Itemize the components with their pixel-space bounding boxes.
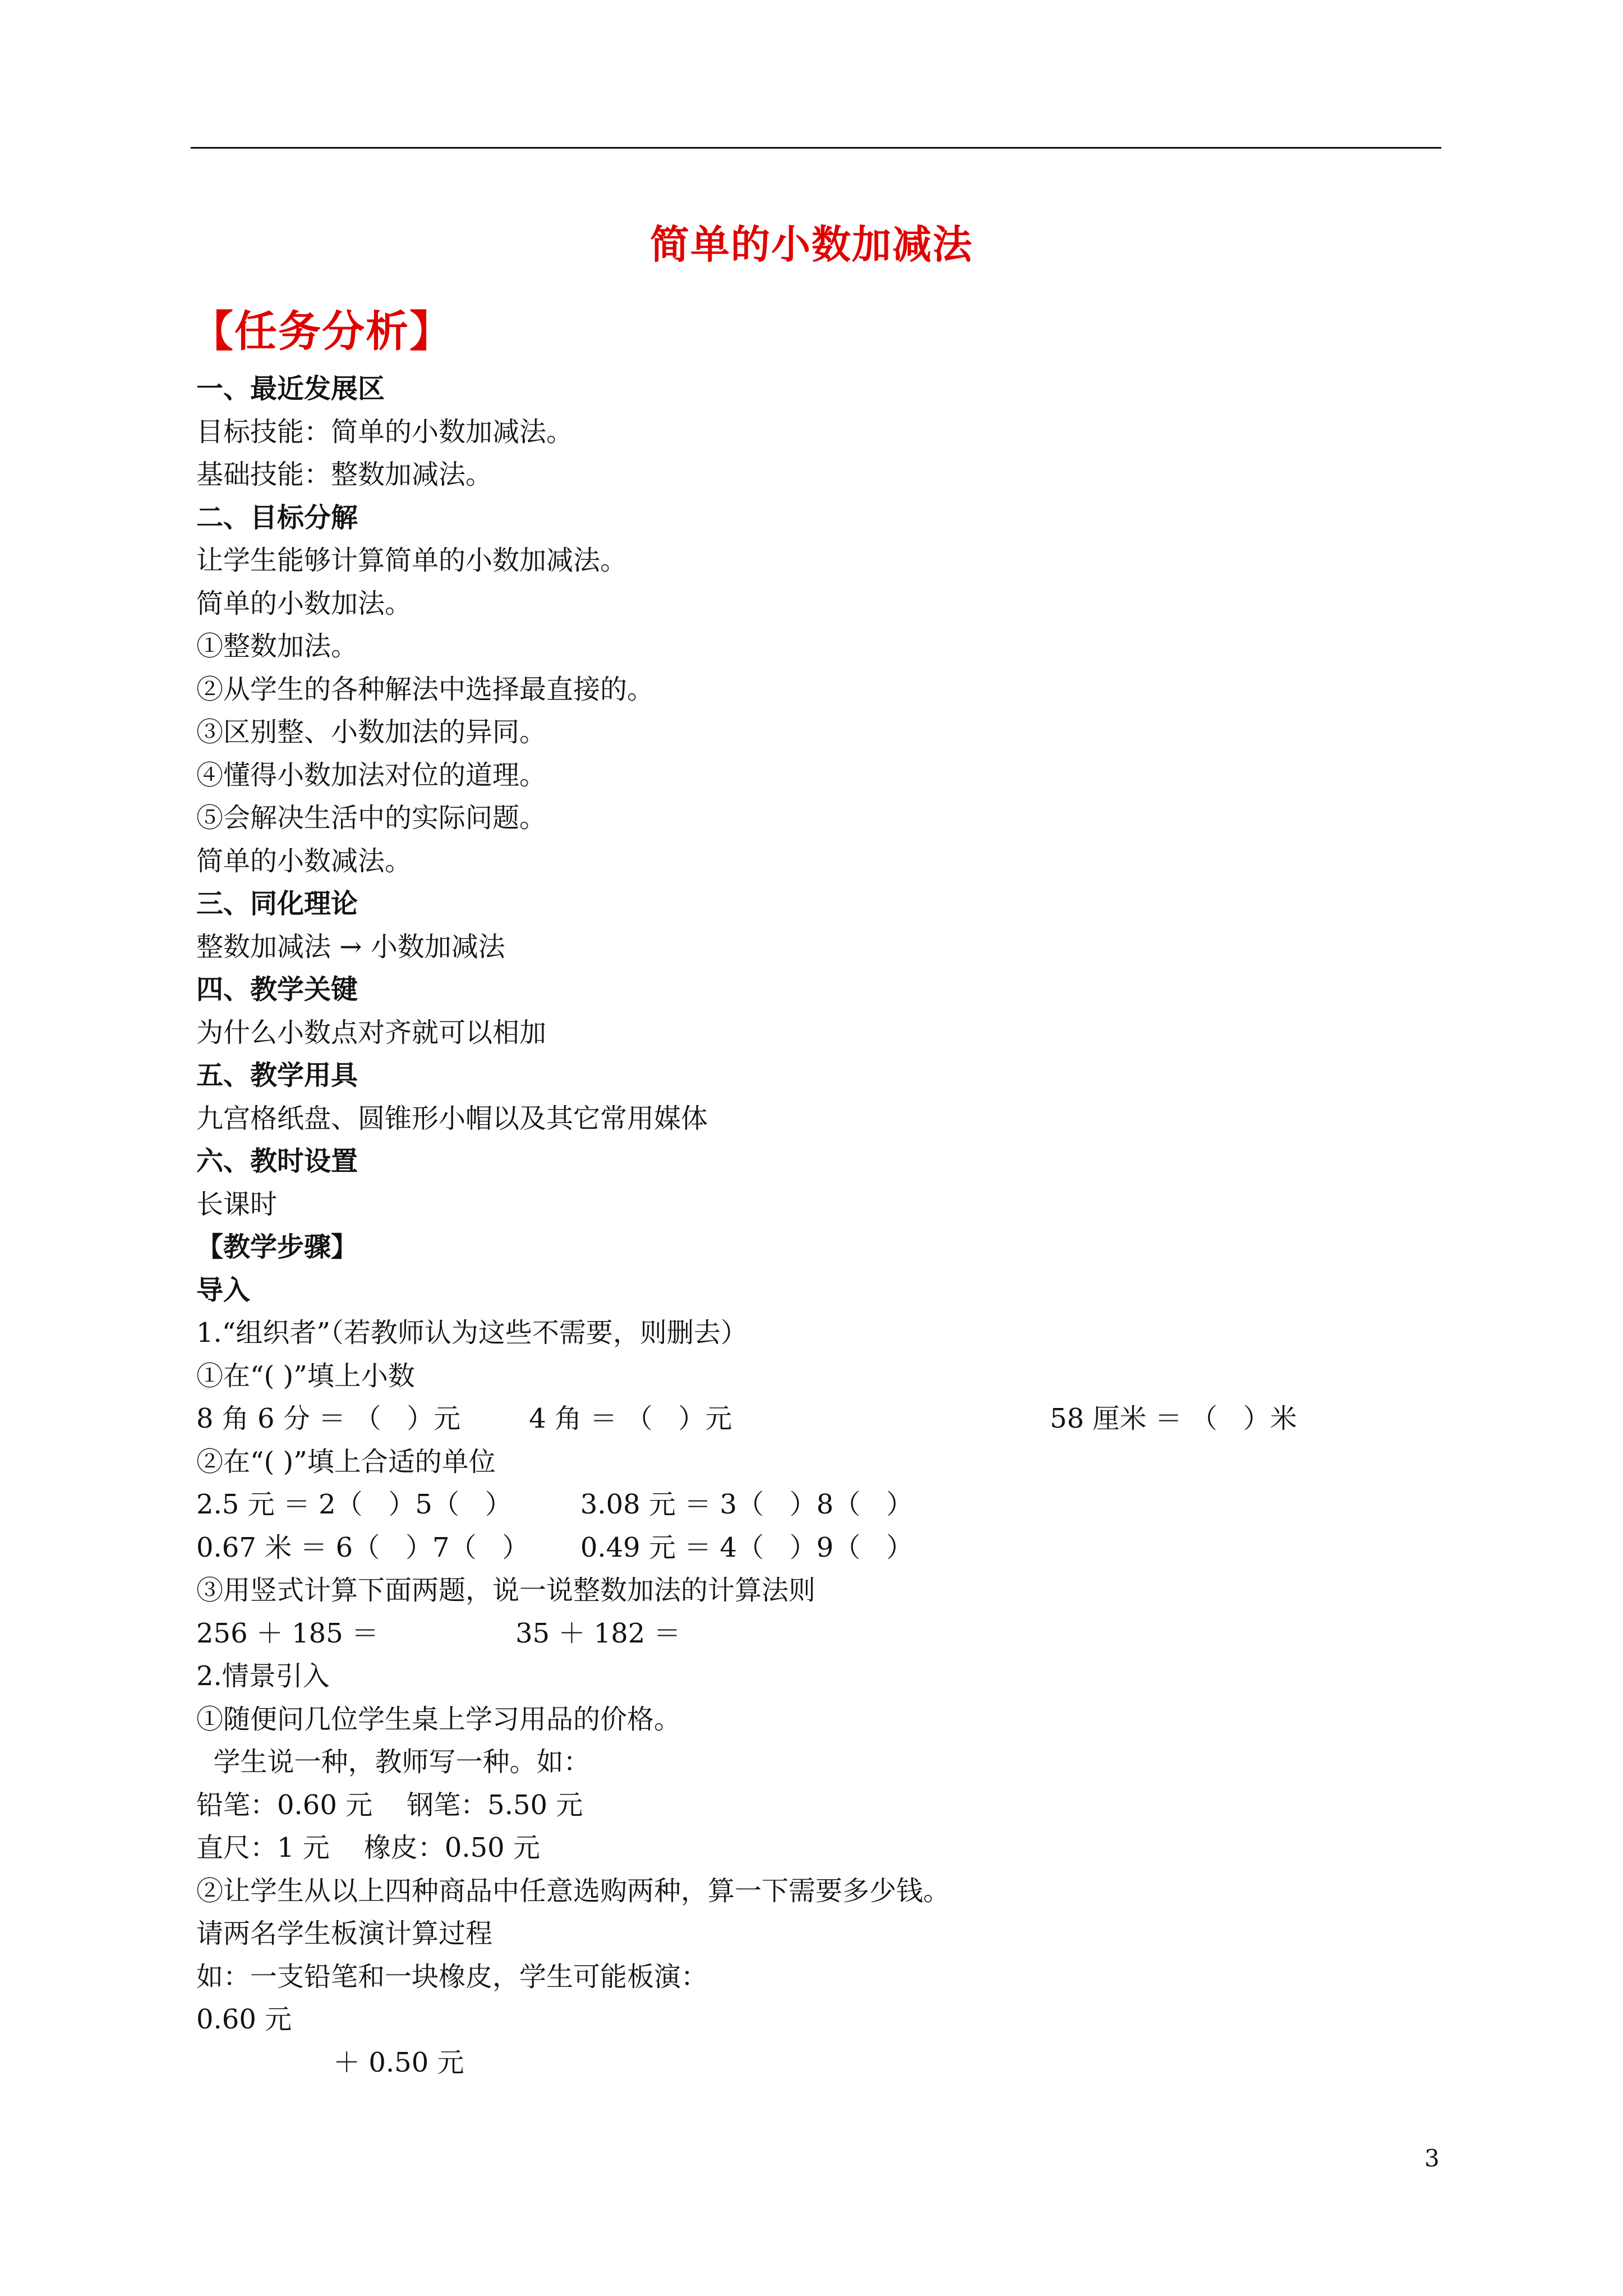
line-text: 六、教时设置 [196, 1145, 358, 1177]
line-text: 为什么小数点对齐就可以相加 [196, 1016, 547, 1048]
line-text: 基础技能：整数加减法。 [196, 459, 493, 490]
line-text: ②从学生的各种解法中选择最直接的。 [196, 673, 654, 705]
body-line [196, 797, 1447, 840]
section-subheading [196, 882, 1447, 926]
body-line [196, 1355, 1447, 1398]
body-line [196, 668, 1447, 711]
body-line [196, 1998, 1447, 2041]
line-text: 铅笔：0.60 元 钢笔：5.50 元 [196, 1789, 583, 1821]
line-text: ①整数加法。 [196, 631, 358, 662]
line-text: 256 ＋ 185 ＝ 35 ＋ 182 ＝ [196, 1617, 681, 1649]
body-line [196, 453, 1447, 496]
line-text: 2.5 元 ＝ 2（ ）5（ ） 3.08 元 ＝ 3（ ）8（ ） [196, 1489, 914, 1520]
body-line [196, 582, 1447, 625]
line-text: 直尺：1 元 橡皮：0.50 元 [196, 1832, 540, 1864]
line-text: 请两名学生板演计算过程 [196, 1918, 493, 1949]
line-text: ③用竖式计算下面两题，说一说整数加法的计算法则 [196, 1575, 816, 1606]
section-heading: 【任务分析】 [191, 306, 453, 356]
body-line [196, 1955, 1447, 1999]
line-text: 简单的小数减法。 [196, 845, 412, 877]
body-line [196, 625, 1447, 668]
line-text: ①在“( )”填上小数 [196, 1360, 415, 1392]
line-text: 长课时 [196, 1188, 278, 1220]
line-text: 1.“组织者”（若教师认为这些不需要，则删去） [196, 1317, 748, 1349]
body-line [196, 1097, 1447, 1140]
body-line [196, 1912, 1447, 1955]
line-text-right: 58 厘米 ＝ （ ）米 [1050, 1403, 1297, 1434]
section-subheading [196, 1054, 1447, 1097]
line-text: 三、同化理论 [196, 888, 358, 919]
section-subheading [196, 1226, 1447, 1269]
section-subheading [196, 1269, 1447, 1312]
line-text: ③区别整、小数加法的异同。 [196, 716, 547, 748]
body-line [196, 1397, 1447, 1441]
body-line [196, 1569, 1447, 1612]
line-text: 2.情景引入 [196, 1660, 330, 1692]
body-line [196, 539, 1447, 582]
body-line [196, 1612, 1447, 1655]
line-text: 四、教学关键 [196, 974, 358, 1005]
body-line [196, 2041, 1447, 2085]
line-text: 一、最近发展区 [196, 373, 385, 404]
line-text: 二、目标分解 [196, 501, 358, 533]
line-text: 简单的小数加法。 [196, 587, 412, 619]
line-text: ⑤会解决生活中的实际问题。 [196, 802, 547, 834]
body-line [196, 411, 1447, 454]
section-subheading [196, 1140, 1447, 1183]
section-subheading [196, 968, 1447, 1011]
body-line [196, 711, 1447, 754]
line-text: 0.60 元 [196, 2004, 292, 2035]
body-line [196, 1741, 1447, 1784]
line-text: ①随便问几位学生桌上学习用品的价格。 [196, 1703, 681, 1735]
body-line [196, 1870, 1447, 1913]
line-text: 五、教学用具 [196, 1060, 358, 1091]
section-subheading [196, 496, 1447, 540]
line-text: 8 角 6 分 ＝ （ ）元 4 角 ＝ （ ）元 [196, 1403, 732, 1434]
body-line [196, 1483, 1447, 1526]
line-text: 目标技能：简单的小数加减法。 [196, 416, 574, 448]
line-text: ②在“( )”填上合适的单位 [196, 1446, 496, 1478]
line-text: 导入 [196, 1274, 251, 1306]
body-line [196, 1526, 1447, 1570]
document-title: 简单的小数加减法 [650, 221, 973, 268]
body-line [196, 1784, 1447, 1827]
line-text: ④懂得小数加法对位的道理。 [196, 759, 547, 791]
body-line [196, 1011, 1447, 1055]
body-line [196, 1312, 1447, 1355]
line-text: 九宫格纸盘、圆锥形小帽以及其它常用媒体 [196, 1102, 708, 1134]
body-line [196, 1655, 1447, 1698]
line-text: 整数加减法 → 小数加减法 [196, 931, 505, 963]
line-text: ②让学生从以上四种商品中任意选购两种，算一下需要多少钱。 [196, 1875, 951, 1907]
line-text: 0.67 米 ＝ 6（ ）7（ ） 0.49 元 ＝ 4（ ）9（ ） [196, 1531, 914, 1563]
line-text: 如：一支铅笔和一块橡皮，学生可能板演： [196, 1961, 708, 1993]
line-text: 学生说一种，教师写一种。如： [196, 1746, 591, 1778]
body-line [196, 1698, 1447, 1741]
body-line [196, 1183, 1447, 1226]
body-line [196, 840, 1447, 883]
body-line [196, 754, 1447, 797]
document-body [196, 367, 1447, 2084]
line-text: ＋ 0.50 元 [196, 2046, 464, 2078]
line-text: 【教学步骤】 [196, 1231, 358, 1263]
body-line [196, 1826, 1447, 1870]
body-line [196, 926, 1447, 969]
section-subheading [196, 367, 1447, 411]
page-number: 3 [1424, 2145, 1440, 2172]
line-text: 让学生能够计算简单的小数加减法。 [196, 545, 628, 576]
body-line [196, 1441, 1447, 1484]
header-rule [191, 147, 1441, 149]
